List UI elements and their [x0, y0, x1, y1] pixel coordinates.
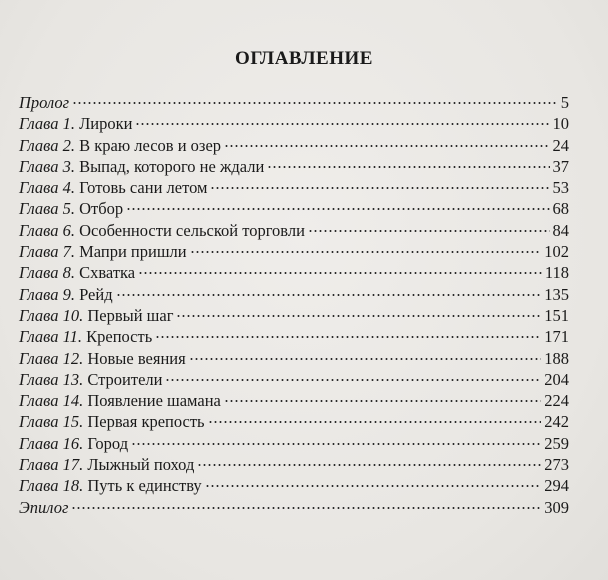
toc-chapter-title: Готовь сани летом [79, 178, 208, 198]
toc-chapter-title: Путь к единству [87, 476, 202, 496]
toc-page-number: 5 [560, 93, 569, 112]
toc-entry-label [19, 475, 202, 496]
toc-chapter-title: В краю лесов и озер [79, 135, 222, 155]
toc-chapter-number: Глава 11. [19, 327, 82, 347]
toc-entry-label [19, 198, 123, 219]
dot-leader [210, 186, 549, 190]
toc-chapter-title: Мапри пришли [79, 242, 187, 262]
toc-entry-chapter-16 [19, 433, 569, 454]
toc-chapter-number: Эпилог [19, 497, 69, 517]
toc-chapter-number: Глава 5. [19, 199, 75, 219]
toc-entry-label [19, 113, 132, 134]
toc-entry-label [19, 369, 162, 390]
toc-entry-label [19, 433, 128, 454]
dot-leader [190, 250, 542, 254]
dot-leader [205, 484, 542, 488]
toc-entry-label [19, 326, 152, 347]
toc-chapter-number: Глава 12. [19, 348, 84, 368]
dot-leader [126, 207, 549, 211]
dot-leader [224, 399, 541, 403]
toc-entry-chapter-12 [19, 348, 569, 369]
toc-chapter-title: Схватка [79, 263, 136, 283]
toc-chapter-title: Новые веяния [87, 348, 186, 368]
toc-chapter-number: Глава 15. [19, 412, 84, 432]
toc-chapter-number: Глава 18. [19, 476, 84, 496]
dot-leader [165, 378, 541, 382]
toc-entry-chapter-1 [19, 113, 569, 134]
toc-entry-chapter-11 [19, 326, 569, 347]
toc-page-number: 68 [552, 199, 569, 219]
toc-page-number: 259 [544, 433, 569, 453]
toc-page-number: 171 [544, 327, 569, 347]
dot-leader [224, 144, 549, 148]
page-title: ОГЛАВЛЕНИЕ [235, 48, 373, 69]
toc-entry-label [19, 348, 186, 369]
toc-page-number: 294 [544, 476, 569, 496]
toc-entry-epilogue [19, 497, 569, 518]
dot-leader [138, 271, 542, 275]
toc-chapter-title: Лыжный поход [87, 455, 195, 475]
toc-chapter-number: Глава 17. [19, 455, 84, 475]
toc-entry-label [19, 92, 69, 113]
toc-page-number: 24 [552, 135, 569, 155]
toc-entry-chapter-3 [19, 156, 569, 177]
toc-entry-chapter-10 [19, 305, 569, 326]
toc-entry-label [19, 135, 221, 156]
toc-page-number: 84 [552, 220, 569, 240]
dot-leader [197, 463, 541, 467]
toc-entry-chapter-7 [19, 241, 569, 262]
dot-leader [135, 122, 549, 126]
toc-page-number: 224 [544, 391, 569, 411]
toc-page-number: 102 [544, 242, 569, 262]
toc-entry-chapter-6 [19, 220, 569, 241]
toc-chapter-title: Первая крепость [87, 412, 205, 432]
toc-chapter-number: Глава 7. [19, 242, 75, 262]
toc-entry-prologue [19, 92, 569, 113]
dot-leader [131, 442, 541, 446]
toc-chapter-title: Лироки [79, 114, 133, 134]
toc-chapter-number: Глава 13. [19, 369, 84, 389]
toc-chapter-number: Глава 9. [19, 284, 75, 304]
toc-chapter-number: Глава 3. [19, 156, 75, 176]
toc-page-number: 188 [544, 348, 569, 368]
toc-entry-chapter-13 [19, 369, 569, 390]
toc-entry-chapter-9 [19, 284, 569, 305]
toc-entry-chapter-14 [19, 390, 569, 411]
toc-page-number: 151 [544, 305, 569, 325]
toc-entry-label [19, 220, 305, 241]
toc-chapter-number: Глава 8. [19, 263, 75, 283]
toc-chapter-title: Город [87, 433, 129, 453]
toc-entry-chapter-5 [19, 198, 569, 219]
toc-entry-label [19, 284, 113, 305]
toc-chapter-number: Глава 10. [19, 305, 84, 325]
toc-chapter-title: Рейд [79, 284, 113, 304]
toc-entry-chapter-8 [19, 262, 569, 283]
toc-entry-label [19, 390, 221, 411]
toc-page-number: 37 [552, 156, 569, 176]
toc-entry-label [19, 177, 207, 198]
dot-leader [308, 229, 550, 233]
toc-chapter-number: Глава 2. [19, 135, 75, 155]
toc-entry-label [19, 262, 135, 283]
toc-page-number: 309 [544, 497, 569, 517]
toc-page-number: 242 [544, 412, 569, 432]
toc-page-number: 118 [544, 263, 569, 283]
toc-chapter-number: Глава 1. [19, 114, 75, 134]
toc-chapter-number: Глава 14. [19, 391, 84, 411]
toc-chapter-number: Пролог [19, 93, 70, 112]
dot-leader [116, 293, 542, 297]
toc-page-number: 135 [544, 284, 569, 304]
toc-chapter-title: Появление шамана [87, 391, 221, 411]
dot-leader [71, 506, 541, 510]
toc-chapter-title: Крепость [86, 327, 153, 347]
dot-leader [155, 335, 541, 339]
toc-entry-chapter-17 [19, 454, 569, 475]
dot-leader [176, 314, 541, 318]
table-of-contents [19, 92, 569, 518]
toc-page-number: 204 [544, 369, 569, 389]
toc-entry-label [19, 241, 187, 262]
toc-entry-chapter-15 [19, 411, 569, 432]
toc-page-number: 273 [544, 455, 569, 475]
toc-chapter-title: Выпад, которого не ждали [79, 156, 265, 176]
toc-entry-label [19, 305, 173, 326]
toc-chapter-title: Особенности сельской торговли [79, 220, 305, 240]
toc-entry-label [19, 411, 205, 432]
toc-page-number: 53 [552, 178, 569, 198]
toc-entry-chapter-4 [19, 177, 569, 198]
dot-leader [267, 165, 549, 169]
toc-chapter-title: Строители [87, 369, 163, 389]
toc-entry-label [19, 156, 264, 177]
toc-chapter-number: Глава 4. [19, 178, 75, 198]
toc-chapter-number: Глава 6. [19, 220, 75, 240]
toc-entry-label [19, 454, 194, 475]
toc-chapter-title: Первый шаг [87, 305, 174, 325]
toc-entry-label [19, 497, 68, 518]
dot-leader [189, 357, 542, 361]
toc-entry-chapter-2 [19, 135, 569, 156]
toc-page-number: 10 [552, 114, 569, 134]
dot-leader [72, 101, 556, 105]
toc-entry-chapter-18 [19, 475, 569, 496]
dot-leader [208, 420, 542, 424]
toc-chapter-number: Глава 16. [19, 433, 84, 453]
toc-chapter-title: Отбор [79, 199, 124, 219]
